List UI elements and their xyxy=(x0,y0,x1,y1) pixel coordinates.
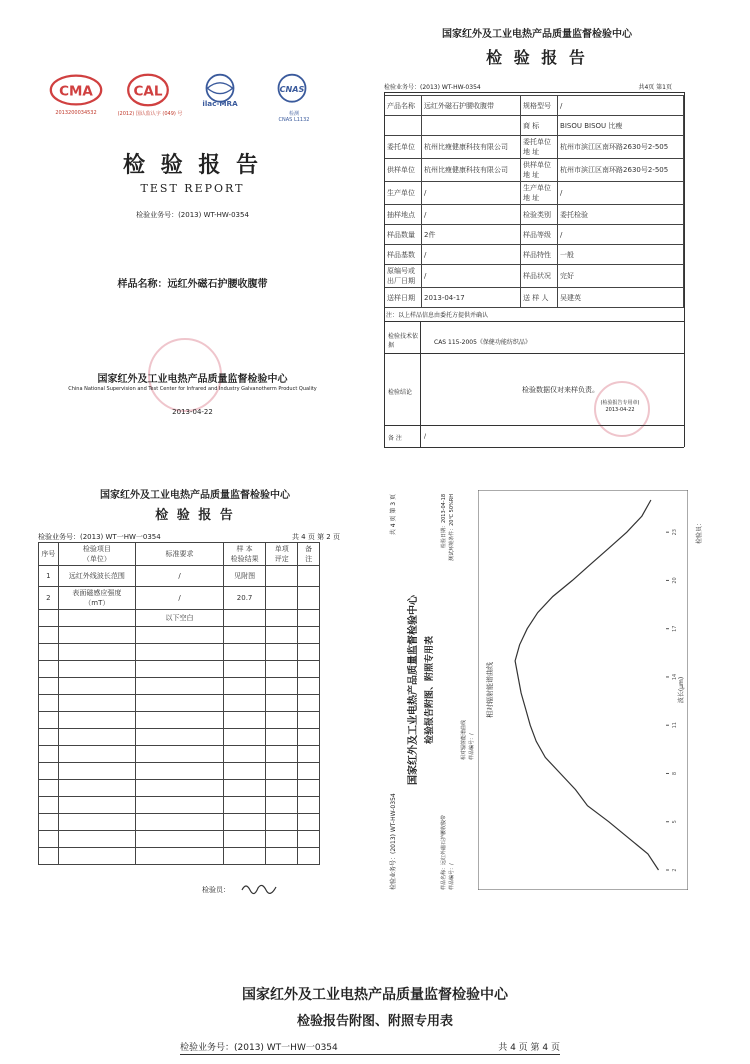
empty-row xyxy=(39,814,320,831)
field-value: 一般 xyxy=(558,245,684,265)
table-cell xyxy=(223,712,265,729)
table-row xyxy=(39,566,320,587)
table-cell xyxy=(223,729,265,746)
table-cell xyxy=(266,814,298,831)
table-cell xyxy=(223,644,265,661)
page1-info-table xyxy=(384,95,684,308)
field-value: 2013-04-17 xyxy=(422,288,521,308)
table-cell xyxy=(266,695,298,712)
field-label: 样品数量 xyxy=(385,225,422,245)
page1-basis: CAS 115-2005《保健功能纺织品》 xyxy=(434,339,531,346)
table-cell: 20.7 xyxy=(223,587,265,610)
table-cell xyxy=(58,610,135,627)
field-value: / xyxy=(422,205,521,225)
table-cell xyxy=(223,848,265,865)
table-cell xyxy=(266,780,298,797)
table-cell xyxy=(58,814,135,831)
table-cell xyxy=(39,644,59,661)
table-cell xyxy=(298,831,320,848)
page1-stamp-text: (检验报告专用章) xyxy=(600,400,640,406)
table-cell xyxy=(298,644,320,661)
table-cell xyxy=(266,566,298,587)
empty-row xyxy=(39,695,320,712)
page3-sample-no: 样品编号：/ xyxy=(469,733,475,760)
table-cell xyxy=(39,610,59,627)
field-label: 抽样地点 xyxy=(385,205,422,225)
table-cell xyxy=(223,627,265,644)
field-value: 吴建英 xyxy=(558,288,684,308)
table-cell xyxy=(39,814,59,831)
table-cell xyxy=(223,678,265,695)
table-cell xyxy=(136,746,224,763)
cover-sample-name: 样品名称：远红外磁石护腰收腹带 xyxy=(117,279,268,290)
field-label: 供样单位地 址 xyxy=(521,159,558,182)
table-cell xyxy=(58,831,135,848)
page1-business-no: 检验业务号：(2013) WT-HW-0354 xyxy=(384,84,481,91)
page3-env: 测试环境条件：20℃ 50%RH xyxy=(449,494,455,561)
field-value: / xyxy=(422,265,521,288)
page4-business-no: 检验业务号：(2013) WT一HW一0354 xyxy=(180,1043,338,1053)
page2-org: 国家红外及工业电热产品质量监督检验中心 xyxy=(100,490,290,501)
field-value: 杭州比瘦健康科技有限公司 xyxy=(422,136,521,159)
page2-page-of: 共 4 页 第 2 页 xyxy=(291,533,340,541)
table-cell xyxy=(223,780,265,797)
spectrum-line xyxy=(515,500,658,870)
column-header: 样 本 检验结果 xyxy=(223,543,265,566)
page4-org: 国家红外及工业电热产品质量监督检验中心 xyxy=(242,987,508,1003)
cover-title-en: TEST REPORT xyxy=(140,182,245,195)
table-cell xyxy=(266,627,298,644)
field-value: 杭州市滨江区南环路2630号2-505 xyxy=(558,136,684,159)
empty-row xyxy=(39,780,320,797)
chart-title: 相对辐射能谱曲线 xyxy=(486,662,494,718)
field-label: 委托单位 xyxy=(385,136,422,159)
table-cell xyxy=(136,797,224,814)
table-cell xyxy=(266,797,298,814)
blank-note: 以下空白 xyxy=(136,610,224,627)
table-cell xyxy=(223,661,265,678)
table-cell xyxy=(298,566,320,587)
svg-text:CAL: CAL xyxy=(133,83,163,100)
x-tick-label: 2 xyxy=(672,868,678,872)
field-label: 商 标 xyxy=(521,116,558,136)
info-row xyxy=(385,182,684,205)
field-value: 杭州比瘦健康科技有限公司 xyxy=(422,159,521,182)
table-cell xyxy=(136,695,224,712)
table-cell xyxy=(298,695,320,712)
field-label: 送样日期 xyxy=(385,288,422,308)
field-label: 供样单位 xyxy=(385,159,422,182)
table-cell xyxy=(223,797,265,814)
table-cell xyxy=(298,661,320,678)
field-label: 样品基数 xyxy=(385,245,422,265)
table-cell: 表面磁感应强度 （mT） xyxy=(58,587,135,610)
table-cell xyxy=(266,746,298,763)
table-cell xyxy=(223,610,265,627)
page1-conclusion-label: 检验结论 xyxy=(388,389,413,396)
table-cell xyxy=(58,746,135,763)
field-label: 委托单位地 址 xyxy=(521,136,558,159)
cnas-caption: 检测 CNAS L1132 xyxy=(278,111,310,123)
column-header: 单项 评定 xyxy=(266,543,298,566)
field-label: 原编号或出厂日期 xyxy=(385,265,422,288)
info-row xyxy=(385,288,684,308)
field-value: BISOU BISOU 比瘦 xyxy=(558,116,684,136)
table-cell xyxy=(39,729,59,746)
table-cell xyxy=(39,780,59,797)
table-cell xyxy=(298,610,320,627)
field-label: 样品等级 xyxy=(521,225,558,245)
page1-title: 检 验 报 告 xyxy=(486,48,588,67)
field-value: 2件 xyxy=(422,225,521,245)
table-cell xyxy=(298,627,320,644)
page1-note: 注：以上样品信息由委托方提供并确认 xyxy=(386,312,489,319)
svg-text:ilac-MRA: ilac-MRA xyxy=(202,99,238,108)
cover-page xyxy=(20,20,365,460)
field-value: / xyxy=(558,96,684,116)
table-cell xyxy=(136,712,224,729)
table-cell xyxy=(266,729,298,746)
table-cell xyxy=(39,712,59,729)
table-cell xyxy=(39,763,59,780)
table-cell xyxy=(58,848,135,865)
table-cell xyxy=(266,831,298,848)
page3-title: 检验报告附图、附照专用表 xyxy=(425,636,435,745)
page3-business-no: 检验业务号：(2013) WT-HW-0354 xyxy=(390,793,397,890)
report-page-4 xyxy=(150,980,600,1064)
table-cell xyxy=(223,814,265,831)
x-tick-label: 14 xyxy=(672,673,678,681)
table-cell xyxy=(58,712,135,729)
table-cell xyxy=(223,763,265,780)
field-label xyxy=(385,116,422,136)
x-tick-label: 8 xyxy=(672,771,678,776)
page1-org: 国家红外及工业电热产品质量监督检验中心 xyxy=(442,29,632,40)
x-tick-label: 17 xyxy=(672,625,678,632)
table-cell xyxy=(266,610,298,627)
table-cell xyxy=(58,627,135,644)
field-value: 杭州市滨江区南环路2630号2-505 xyxy=(558,159,684,182)
field-label: 生产单位地 址 xyxy=(521,182,558,205)
field-value xyxy=(422,116,521,136)
table-cell xyxy=(136,644,224,661)
page3-rotated-wrap xyxy=(380,480,710,900)
x-tick-label: 23 xyxy=(672,528,678,536)
info-row xyxy=(385,116,684,136)
empty-row xyxy=(39,678,320,695)
table-cell xyxy=(39,695,59,712)
table-cell xyxy=(58,780,135,797)
table-cell xyxy=(298,763,320,780)
empty-row xyxy=(39,661,320,678)
table-cell xyxy=(39,831,59,848)
page3-inspector: 检验员： xyxy=(696,520,703,545)
table-cell xyxy=(39,848,59,865)
table-cell xyxy=(39,627,59,644)
report-page-3 xyxy=(380,480,710,900)
table-row xyxy=(39,587,320,610)
table-cell xyxy=(136,814,224,831)
table-cell: / xyxy=(136,566,224,587)
chart-xlabel: 波长(μm) xyxy=(678,676,685,704)
page2-signature-icon xyxy=(240,878,280,896)
table-cell xyxy=(266,848,298,865)
x-tick-label: 5 xyxy=(672,820,678,824)
column-header: 检验项目 （单位） xyxy=(58,543,135,566)
empty-row xyxy=(39,729,320,746)
info-row xyxy=(385,225,684,245)
page1-remark-label: 备 注 xyxy=(388,435,402,442)
field-label: 检验类别 xyxy=(521,205,558,225)
table-cell xyxy=(298,587,320,610)
table-cell xyxy=(223,831,265,848)
page1-border-left xyxy=(384,92,385,447)
table-cell xyxy=(136,729,224,746)
empty-row xyxy=(39,712,320,729)
report-page-2 xyxy=(30,480,360,900)
empty-row xyxy=(39,848,320,865)
table-cell xyxy=(298,814,320,831)
page1-conclusion: 检验数据仅对来样负责。 xyxy=(522,386,599,394)
field-value: / xyxy=(422,182,521,205)
table-cell xyxy=(136,763,224,780)
table-cell xyxy=(58,729,135,746)
page1-stamp-date: 2013-04-22 xyxy=(605,407,635,413)
table-cell xyxy=(136,627,224,644)
table-cell xyxy=(39,661,59,678)
table-cell xyxy=(136,831,224,848)
empty-row xyxy=(39,746,320,763)
page3-curve-name: 相对辐射能谱曲线 xyxy=(461,719,467,760)
field-value: 远红外磁石护腰收腹带 xyxy=(422,96,521,116)
header-row xyxy=(39,543,320,566)
table-cell xyxy=(298,797,320,814)
table-cell xyxy=(39,746,59,763)
empty-row xyxy=(39,627,320,644)
field-value: 完好 xyxy=(558,265,684,288)
page3-org: 国家红外及工业电热产品质量监督检验中心 xyxy=(408,595,419,785)
field-label: 样品状况 xyxy=(521,265,558,288)
cover-date: 2013-04-22 xyxy=(172,408,213,416)
page3-sample-id: 样品编号：/ xyxy=(449,863,455,890)
page1-page-of: 共4页 第1页 xyxy=(638,84,672,91)
report-page-1 xyxy=(372,15,702,465)
table-cell: 见附图 xyxy=(223,566,265,587)
table-cell xyxy=(298,746,320,763)
field-label: 规格型号 xyxy=(521,96,558,116)
table-cell: 2 xyxy=(39,587,59,610)
cma-logo-icon xyxy=(48,72,104,108)
empty-row xyxy=(39,644,320,661)
table-cell xyxy=(136,678,224,695)
info-row xyxy=(385,96,684,116)
table-cell xyxy=(58,644,135,661)
field-value: / xyxy=(558,225,684,245)
page1-border-right xyxy=(684,92,685,447)
cover-title-cn: 检 验 报 告 xyxy=(123,152,262,178)
info-row xyxy=(385,136,684,159)
info-row xyxy=(385,265,684,288)
page3-test-date: 检验日期：2013-04-18 xyxy=(441,494,447,549)
field-label: 样品特性 xyxy=(521,245,558,265)
table-cell: / xyxy=(136,587,224,610)
table-cell xyxy=(136,780,224,797)
table-cell xyxy=(298,848,320,865)
table-cell xyxy=(39,678,59,695)
cma-caption: 2013200034532 xyxy=(55,110,97,116)
table-cell xyxy=(266,587,298,610)
column-header: 标准要求 xyxy=(136,543,224,566)
table-cell: 1 xyxy=(39,566,59,587)
table-cell xyxy=(39,797,59,814)
table-cell xyxy=(298,729,320,746)
ilac-mra-logo-icon xyxy=(192,72,248,108)
table-cell xyxy=(136,661,224,678)
page2-title: 检 验 报 告 xyxy=(155,508,235,523)
spectrum-chart xyxy=(478,490,688,890)
page1-remark: / xyxy=(424,433,427,440)
cnas-logo-icon xyxy=(264,72,320,108)
table-cell xyxy=(223,746,265,763)
x-tick-label: 11 xyxy=(672,722,678,729)
page2-inspector: 检验员： xyxy=(202,886,230,894)
table-cell xyxy=(266,712,298,729)
page2-results-table xyxy=(38,542,320,865)
table-cell xyxy=(58,797,135,814)
field-value: / xyxy=(422,245,521,265)
table-cell xyxy=(266,678,298,695)
table-cell xyxy=(266,763,298,780)
info-row xyxy=(385,245,684,265)
cover-org-en: China National Supervision and Test Center for Infrared and Industry Galvanotherm Product Quality xyxy=(68,386,317,392)
cal-caption: (2012) 国认监认字 (049) 号 xyxy=(117,111,183,117)
svg-text:CMA: CMA xyxy=(59,83,93,100)
x-tick-label: 20 xyxy=(672,577,678,584)
page1-border-left2 xyxy=(420,321,421,447)
cal-logo-icon xyxy=(120,72,176,108)
column-header: 序号 xyxy=(39,543,59,566)
blank-note-row xyxy=(39,610,320,627)
table-cell xyxy=(266,644,298,661)
table-cell xyxy=(58,678,135,695)
page1-basis-label: 检验技术依 据 xyxy=(388,333,419,349)
table-cell xyxy=(298,678,320,695)
field-value: 委托检验 xyxy=(558,205,684,225)
cover-business-no: 检验业务号：(2013) WT-HW-0354 xyxy=(136,211,249,219)
table-cell xyxy=(58,661,135,678)
svg-text:CNAS: CNAS xyxy=(279,83,305,94)
page2-business-no: 检验业务号：(2013) WT一HW一0354 xyxy=(38,533,161,541)
page4-page-of: 共 4 页 第 4 页 xyxy=(498,1043,560,1053)
info-row xyxy=(385,159,684,182)
field-label: 送 样 人 xyxy=(521,288,558,308)
table-cell xyxy=(136,848,224,865)
empty-row xyxy=(39,831,320,848)
table-cell xyxy=(298,780,320,797)
page3-sample-name: 样品名称：远红外磁石护腰收腹带 xyxy=(441,814,447,890)
column-header: 备 注 xyxy=(298,543,320,566)
table-cell xyxy=(58,695,135,712)
cover-org-cn: 国家红外及工业电热产品质量监督检验中心 xyxy=(97,374,288,385)
page4-title: 检验报告附图、附照专用表 xyxy=(296,1014,453,1029)
table-cell xyxy=(266,661,298,678)
table-cell xyxy=(58,763,135,780)
field-label: 生产单位 xyxy=(385,182,422,205)
info-row xyxy=(385,205,684,225)
table-cell: 远红外线波长范围 xyxy=(58,566,135,587)
field-label: 产品名称 xyxy=(385,96,422,116)
table-cell xyxy=(298,712,320,729)
table-cell xyxy=(223,695,265,712)
empty-row xyxy=(39,797,320,814)
empty-row xyxy=(39,763,320,780)
field-value: / xyxy=(558,182,684,205)
page3-page-of: 共 4 页 第 3 页 xyxy=(390,494,397,536)
